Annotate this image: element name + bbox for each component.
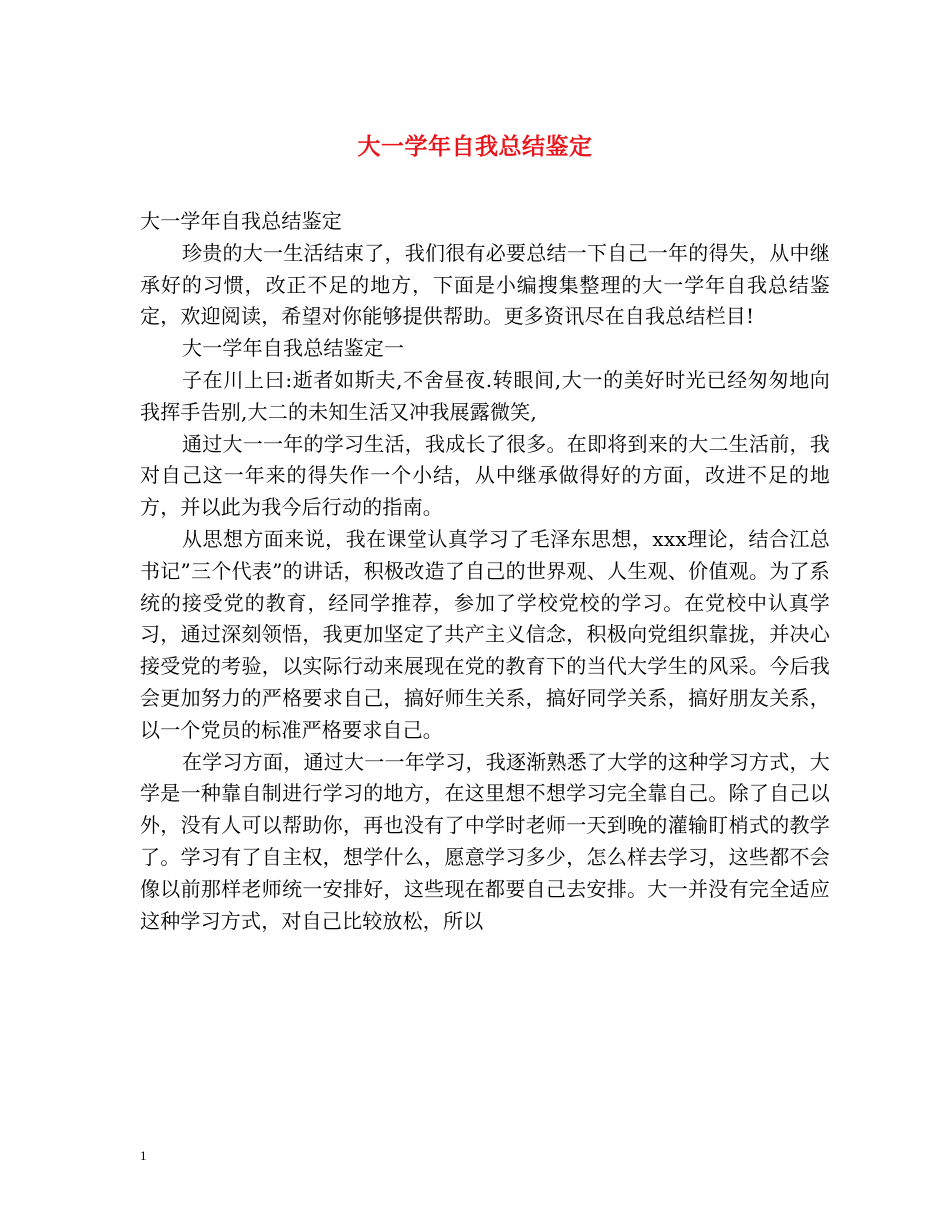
paragraph-study: 在学习方面，通过大一一年学习，我逐渐熟悉了大学的这种学习方式，大学是一种靠自制进行学习的地方，在这里想不想学习完全靠自己。除了自己以外，没有人可以帮助你，再也没有了中学时老师一天到晚的灌输盯梢式的教学了。学习有了自主权，想学什么，愿意学习多少，怎么样去学习，这些都不会像以前那样老师统一安排好，这些现在都要自己去安排。大一并没有完全适应这种学习方式，对自己比较放松，所以 [140, 749, 830, 933]
section-heading: 大一学年自我总结鉴定一 [182, 336, 405, 361]
paragraph-growth: 通过大一一年的学习生活，我成长了很多。在即将到来的大二生活前，我对自己这一年来的得失作一个小结，从中继承做得好的方面，改进不足的地方，并以此为我今后行动的指南。 [140, 431, 830, 520]
paragraph-quote: 子在川上曰:逝者如斯夫,不舍昼夜.转眼间,大一的美好时光已经匆匆地向我挥手告别,大二的未知生活又冲我展露微笑, [140, 367, 830, 424]
paragraph-ideology: 从思想方面来说，我在课堂认真学习了毛泽东思想，xxx理论，结合江总书记”三个代表”的讲话，积极改造了自己的世界观、人生观、价值观。为了系统的接受党的教育，经同学推荐，参加了学校党校的学习。在党校中认真学习，通过深刻领悟，我更加坚定了共产主义信念，积极向党组织靠拢，并决心接受党的考验，以实际行动来展现在党的教育下的当代大学生的风采。今后我会更加努力的严格要求自己，搞好师生关系，搞好同学关系，搞好朋友关系，以一个党员的标准严格要求自己。 [140, 526, 830, 742]
document-body [140, 206, 830, 937]
page-number: 1 [140, 1148, 147, 1163]
paragraph-intro: 珍贵的大一生活结束了，我们很有必要总结一下自己一年的得失，从中继承好的习惯，改正不足的地方，下面是小编搜集整理的大一学年自我总结鉴定，欢迎阅读，希望对你能够提供帮助。更多资讯尽在自我总结栏目! [140, 240, 830, 329]
document-title: 大一学年自我总结鉴定 [357, 133, 593, 160]
subtitle: 大一学年自我总结鉴定 [140, 209, 342, 233]
